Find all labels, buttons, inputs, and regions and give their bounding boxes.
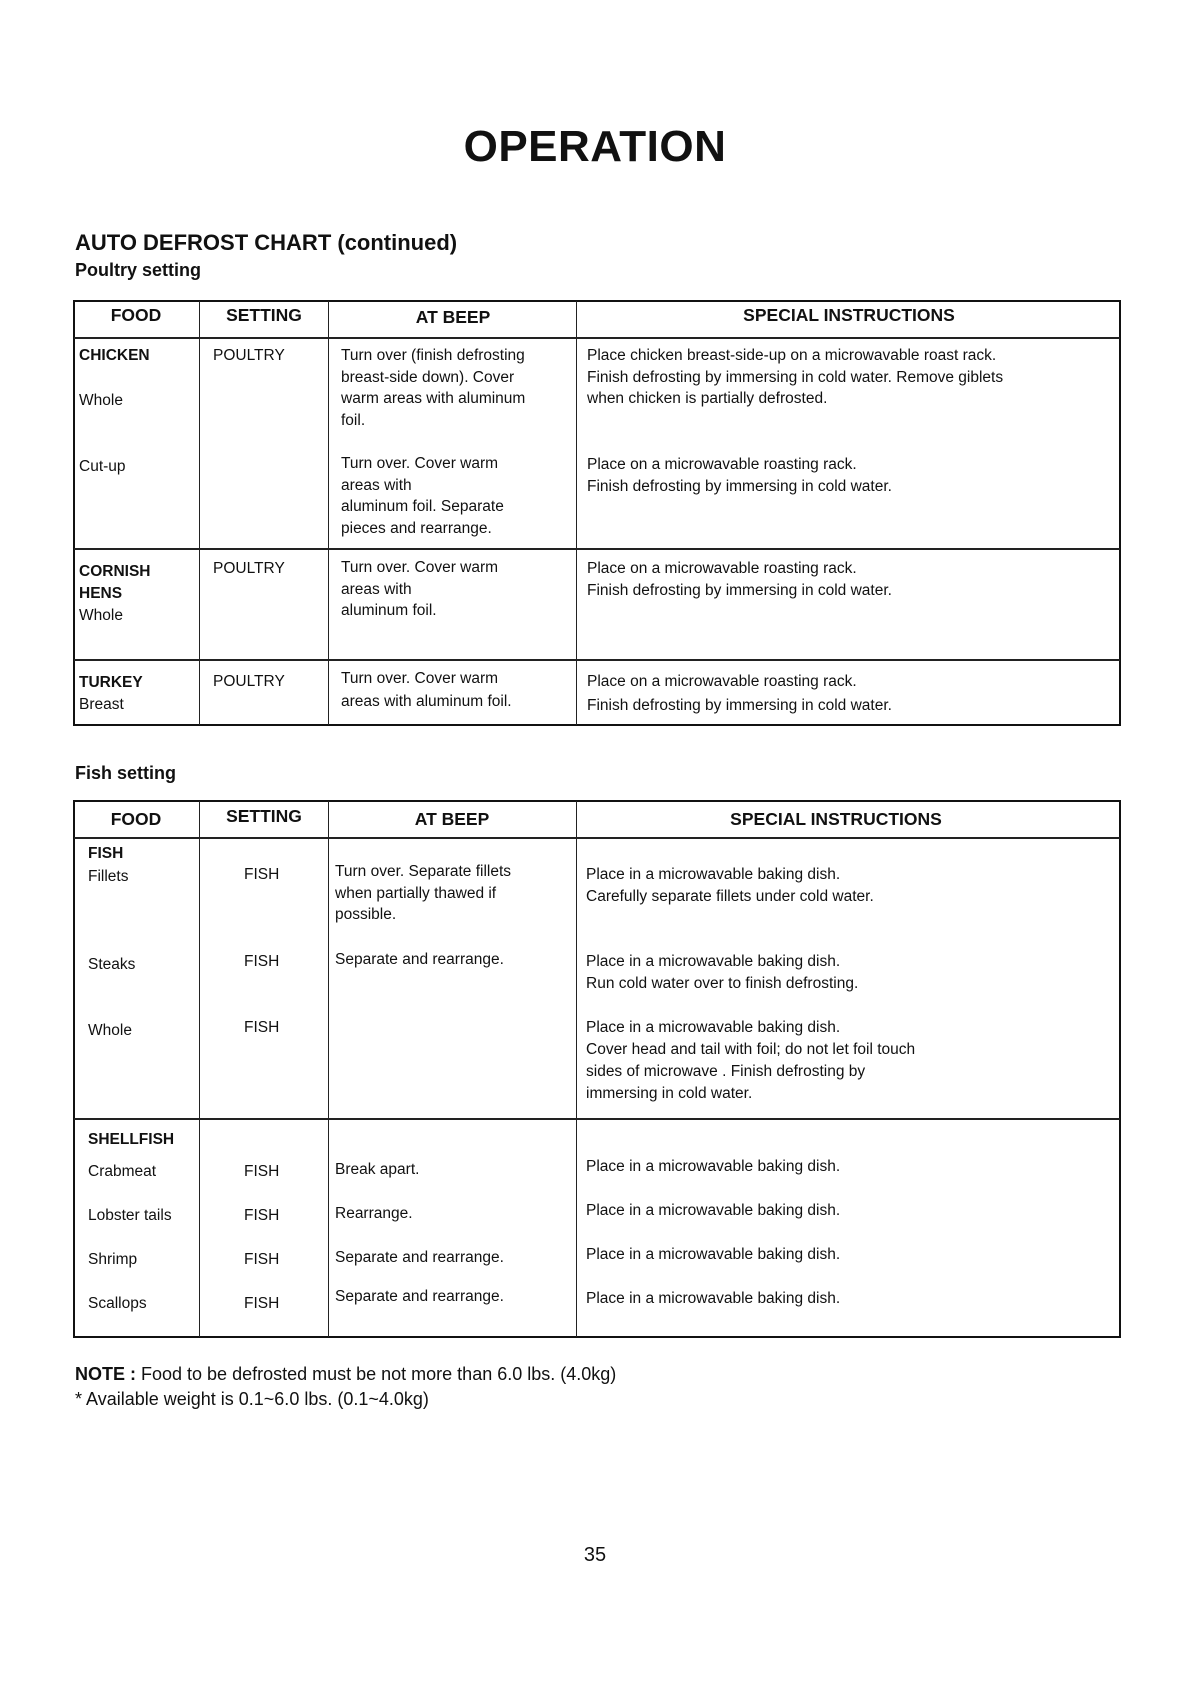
special-instructions-text: Place in a microwavable baking dish.	[586, 1246, 841, 1263]
header-setting: SETTING	[226, 305, 302, 325]
at-beep-text: Break apart.	[335, 1161, 420, 1178]
food-category: CORNISH HENS Whole	[79, 563, 151, 624]
food-item: Cut-up	[79, 458, 126, 475]
at-beep-text: Separate and rearrange.	[335, 1249, 504, 1266]
note-label: NOTE :	[75, 1364, 136, 1384]
row-divider	[74, 337, 1120, 339]
setting-value: FISH	[244, 1019, 280, 1036]
poultry-heading: Poultry setting	[75, 260, 202, 280]
setting-value: POULTRY	[213, 560, 285, 577]
food-category: TURKEY Breast	[79, 674, 143, 713]
special-instructions-text: Place in a microwavable baking dish. Cover head and tail with foil; do not let foil touch sides of microwave . Finish defrosting by immersing in cold water.	[586, 1019, 916, 1102]
food-item: Steaks	[88, 956, 136, 973]
at-beep-text: Separate and rearrange.	[335, 1288, 504, 1305]
setting-value: FISH	[244, 1251, 280, 1268]
column-divider	[328, 801, 329, 1337]
note-weight: * Available weight is 0.1~6.0 lbs. (0.1~4.0kg)	[75, 1389, 429, 1409]
setting-value: POULTRY	[213, 347, 285, 364]
special-instructions-text: Place on a microwavable roasting rack. Finish defrosting by immersing in cold water.	[587, 560, 892, 599]
header-at-beep: AT BEEP	[414, 809, 490, 829]
food-item: Scallops	[88, 1295, 147, 1312]
setting-value: FISH	[244, 953, 280, 970]
special-instructions-text: Place on a microwavable roasting rack. Finish defrosting by immersing in cold water.	[587, 673, 892, 714]
setting-value: FISH	[244, 1295, 280, 1312]
special-instructions-text: Place in a microwavable baking dish.	[586, 1158, 841, 1175]
special-instructions-text: Place chicken breast-side-up on a microwavable roast rack. Finish defrosting by immersing in cold water. Remove giblets when chicken is partially defrosted.	[587, 347, 1004, 407]
at-beep-text: Turn over (finish defrosting breast-side down). Cover warm areas with aluminum foil.	[341, 347, 526, 429]
special-instructions-text: Place in a microwavable baking dish.	[586, 1202, 841, 1219]
food-item: Fillets	[88, 868, 129, 885]
food-category: FISH	[88, 845, 124, 862]
header-special-instructions: SPECIAL INSTRUCTIONS	[743, 305, 955, 325]
fish-heading: Fish setting	[75, 763, 177, 783]
page-title: OPERATION	[463, 122, 727, 171]
food-item: Shrimp	[88, 1251, 138, 1268]
special-instructions-text: Place in a microwavable baking dish. Carefully separate fillets under cold water.	[586, 866, 874, 905]
note-text: Food to be defrosted must be not more than 6.0 lbs. (4.0kg)	[136, 1364, 617, 1384]
food-item: Whole	[79, 392, 123, 409]
at-beep-text: Turn over. Cover warm areas with aluminum foil.	[341, 670, 512, 710]
setting-value: FISH	[244, 1207, 280, 1224]
row-divider	[74, 1118, 1120, 1120]
food-category: SHELLFISH	[88, 1131, 175, 1148]
column-divider	[328, 301, 329, 725]
column-divider	[199, 301, 200, 725]
header-food: FOOD	[110, 809, 162, 829]
note	[75, 1362, 616, 1386]
row-divider	[74, 548, 1120, 550]
at-beep-text: Turn over. Separate fillets when partially thawed if possible.	[335, 863, 512, 923]
food-item: Lobster tails	[88, 1207, 172, 1224]
special-instructions-text: Place in a microwavable baking dish.	[586, 1290, 841, 1307]
row-divider	[74, 837, 1120, 839]
column-divider	[576, 301, 577, 725]
setting-value: FISH	[244, 866, 280, 883]
at-beep-text: Rearrange.	[335, 1205, 413, 1222]
special-instructions-text: Place on a microwavable roasting rack. Finish defrosting by immersing in cold water.	[587, 456, 892, 495]
header-special-instructions: SPECIAL INSTRUCTIONS	[730, 809, 942, 829]
food-item: Crabmeat	[88, 1163, 157, 1180]
special-instructions-text: Place in a microwavable baking dish. Run cold water over to finish defrosting.	[586, 953, 859, 992]
header-at-beep: AT BEEP	[415, 307, 491, 327]
section-title: AUTO DEFROST CHART (continued)	[75, 230, 458, 255]
header-food: FOOD	[110, 305, 162, 325]
setting-value: FISH	[244, 1163, 280, 1180]
setting-value: POULTRY	[213, 673, 285, 690]
row-divider	[74, 659, 1120, 661]
at-beep-text: Separate and rearrange.	[335, 951, 504, 968]
food-category: CHICKEN	[79, 347, 150, 364]
at-beep-text: Turn over. Cover warm areas with aluminum foil.	[341, 559, 499, 619]
food-item: Whole	[88, 1022, 132, 1039]
column-divider	[199, 801, 200, 1337]
column-divider	[576, 801, 577, 1337]
at-beep-text: Turn over. Cover warm areas with aluminum foil. Separate pieces and rearrange.	[341, 455, 504, 537]
page-number: 35	[583, 1544, 607, 1566]
header-setting: SETTING	[226, 806, 302, 826]
